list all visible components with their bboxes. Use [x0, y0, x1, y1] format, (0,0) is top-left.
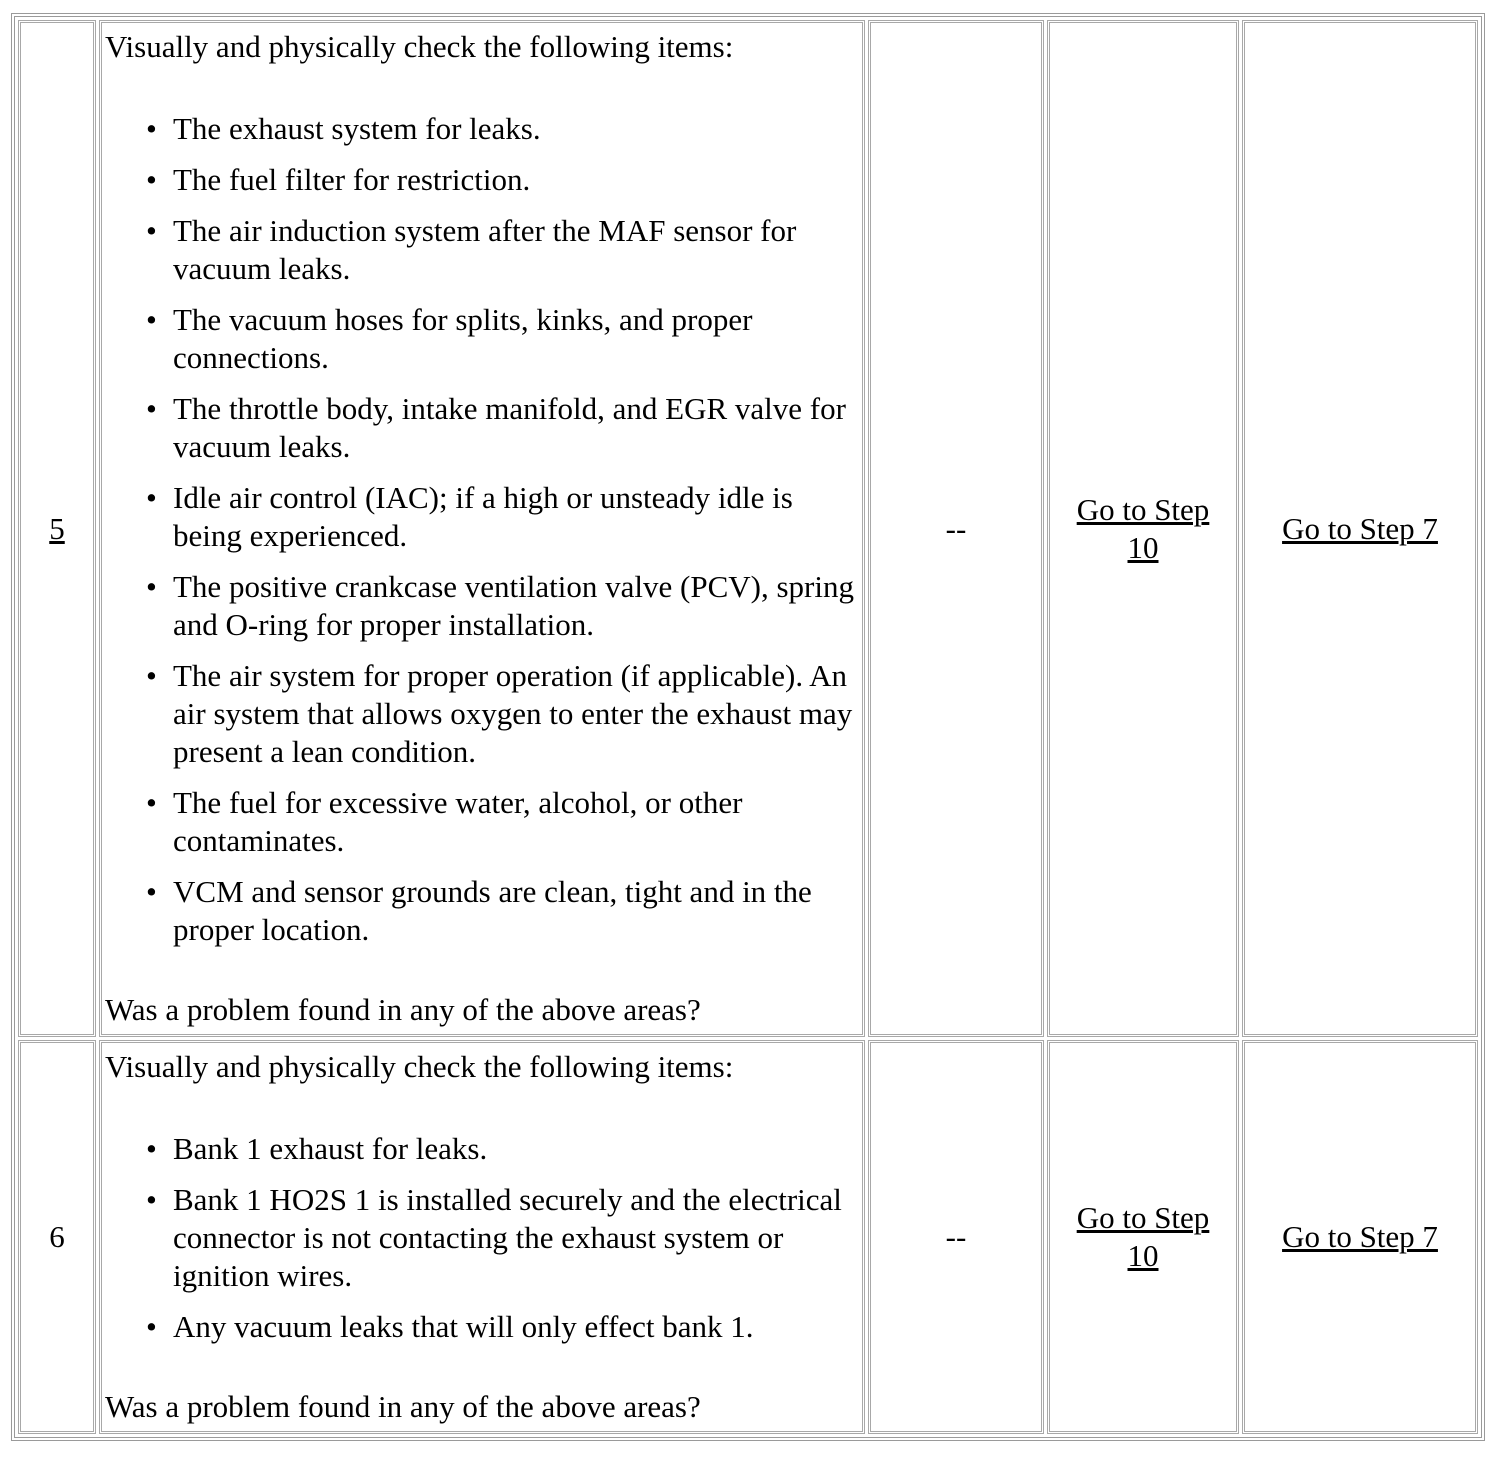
action-cell [99, 1040, 865, 1434]
go-to-step-7-link[interactable]: Go to Step 7 [1282, 1219, 1438, 1254]
action-cell [99, 20, 865, 1037]
list-item: • Idle air control (IAC); if a high or unsteady idle is being experienced. [173, 479, 859, 555]
action-intro: Visually and physically check the following items: [105, 1049, 734, 1084]
list-item: • The air system for proper operation (if applicable). An air system that allows oxygen to enter the exhaust may present a lean condition. [173, 657, 859, 771]
step-number-cell [18, 20, 96, 1037]
list-item: • The vacuum hoses for splits, kinks, and proper connections. [173, 301, 859, 377]
table-row [18, 20, 1478, 1037]
step-link[interactable]: 5 [49, 510, 65, 546]
no-cell [1242, 1040, 1478, 1434]
list-item: • The fuel filter for restriction. [173, 161, 859, 199]
action-intro: Visually and physically check the following items: [105, 29, 734, 64]
value-cell: -- [868, 1040, 1044, 1434]
list-item: • The exhaust system for leaks. [173, 110, 859, 148]
list-item: • Bank 1 exhaust for leaks. [173, 1130, 859, 1168]
step-number-cell: 6 [18, 1040, 96, 1434]
diagnostic-steps-table [11, 13, 1485, 1441]
action-question: Was a problem found in any of the above areas? [105, 992, 701, 1027]
check-list [105, 110, 859, 949]
list-item: • Bank 1 HO2S 1 is installed securely and the electrical connector is not contacting the exhaust system or ignition wires. [173, 1181, 859, 1295]
go-to-step-10-link[interactable]: Go to Step 10 [1076, 491, 1210, 565]
list-item: • VCM and sensor grounds are clean, tight and in the proper location. [173, 873, 859, 949]
list-item: • Any vacuum leaks that will only effect bank 1. [173, 1308, 859, 1346]
value-cell: -- [868, 20, 1044, 1037]
table-row [18, 1040, 1478, 1434]
check-list [105, 1130, 859, 1346]
no-cell [1242, 20, 1478, 1037]
go-to-step-10-link[interactable]: Go to Step 10 [1076, 1200, 1210, 1273]
page [11, 13, 1485, 1441]
list-item: • The fuel for excessive water, alcohol, or other contaminates. [173, 784, 859, 860]
go-to-step-7-link[interactable]: Go to Step 7 [1282, 510, 1438, 546]
yes-cell [1047, 20, 1239, 1037]
action-question: Was a problem found in any of the above areas? [105, 1389, 701, 1424]
list-item: • The throttle body, intake manifold, and EGR valve for vacuum leaks. [173, 390, 859, 466]
list-item: • The air induction system after the MAF sensor for vacuum leaks. [173, 212, 859, 288]
yes-cell [1047, 1040, 1239, 1434]
list-item: • The positive crankcase ventilation valve (PCV), spring and O-ring for proper installation. [173, 568, 859, 644]
